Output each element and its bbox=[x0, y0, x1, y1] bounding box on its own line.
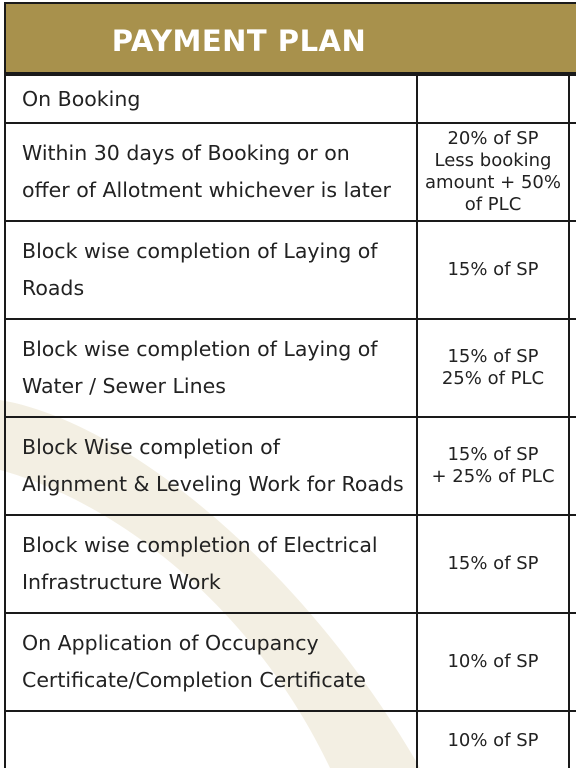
table-row bbox=[4, 614, 576, 712]
milestone-text: offer of Allotment whichever is later bbox=[22, 178, 391, 202]
table-row bbox=[4, 124, 576, 222]
amount-cell bbox=[418, 76, 570, 122]
table-row bbox=[4, 320, 576, 418]
amount-text: amount + 50% bbox=[425, 172, 561, 193]
extra-column-cell bbox=[570, 712, 576, 768]
milestone-text: On Application of Occupancy bbox=[22, 631, 319, 655]
amount-cell bbox=[418, 320, 570, 416]
milestone-text: Roads bbox=[22, 276, 85, 300]
milestone-text: On Booking bbox=[22, 86, 141, 111]
table-row bbox=[4, 712, 576, 768]
milestone-cell bbox=[6, 320, 418, 416]
amount-text: Less booking bbox=[434, 150, 552, 171]
milestone-text: Block Wise completion of bbox=[22, 435, 280, 459]
milestone-text: Water / Sewer Lines bbox=[22, 374, 226, 398]
extra-column-cell bbox=[570, 320, 576, 416]
milestone-cell bbox=[6, 516, 418, 612]
amount-cell bbox=[418, 712, 570, 768]
milestone-text: Within 30 days of Booking or on bbox=[22, 141, 350, 165]
amount-text: 15% of SP bbox=[447, 259, 539, 280]
extra-column-cell bbox=[570, 516, 576, 612]
extra-column-cell bbox=[570, 124, 576, 220]
page-title: PAYMENT PLAN bbox=[111, 24, 367, 58]
amount-text: 20% of SP bbox=[447, 128, 539, 149]
milestone-text: Block wise completion of Laying of bbox=[22, 337, 378, 361]
extra-column-cell bbox=[570, 222, 576, 318]
payment-plan-header bbox=[4, 2, 576, 74]
milestone-cell bbox=[6, 712, 418, 768]
milestone-text: Block wise completion of Laying of bbox=[22, 239, 378, 263]
milestone-cell bbox=[6, 614, 418, 710]
amount-text: 10% of SP bbox=[447, 730, 539, 751]
amount-text: 15% of SP bbox=[447, 444, 539, 465]
amount-cell bbox=[418, 222, 570, 318]
milestone-cell bbox=[6, 76, 418, 122]
amount-text: 25% of PLC bbox=[441, 368, 545, 389]
extra-column-cell bbox=[570, 418, 576, 514]
table-row bbox=[4, 516, 576, 614]
amount-text: 10% of SP bbox=[447, 651, 539, 672]
amount-cell bbox=[418, 516, 570, 612]
amount-text: 15% of SP bbox=[447, 553, 539, 574]
table-row bbox=[4, 418, 576, 516]
payment-plan-table bbox=[4, 74, 576, 768]
milestone-text: Infrastructure Work bbox=[22, 570, 221, 594]
amount-cell bbox=[418, 614, 570, 710]
amount-cell bbox=[418, 124, 570, 220]
milestone-text: Alignment & Leveling Work for Roads bbox=[22, 472, 404, 496]
table-row bbox=[4, 74, 576, 124]
amount-text: 15% of SP bbox=[447, 346, 539, 367]
extra-column-cell bbox=[570, 614, 576, 710]
milestone-cell bbox=[6, 222, 418, 318]
milestone-text: Block wise completion of Electrical bbox=[22, 533, 378, 557]
milestone-text: Certificate/Completion Certificate bbox=[22, 668, 366, 692]
extra-column-cell bbox=[570, 76, 576, 122]
table-row bbox=[4, 222, 576, 320]
amount-text: + 25% of PLC bbox=[431, 466, 555, 487]
milestone-cell bbox=[6, 124, 418, 220]
amount-cell bbox=[418, 418, 570, 514]
amount-text: of PLC bbox=[464, 194, 522, 215]
milestone-cell bbox=[6, 418, 418, 514]
